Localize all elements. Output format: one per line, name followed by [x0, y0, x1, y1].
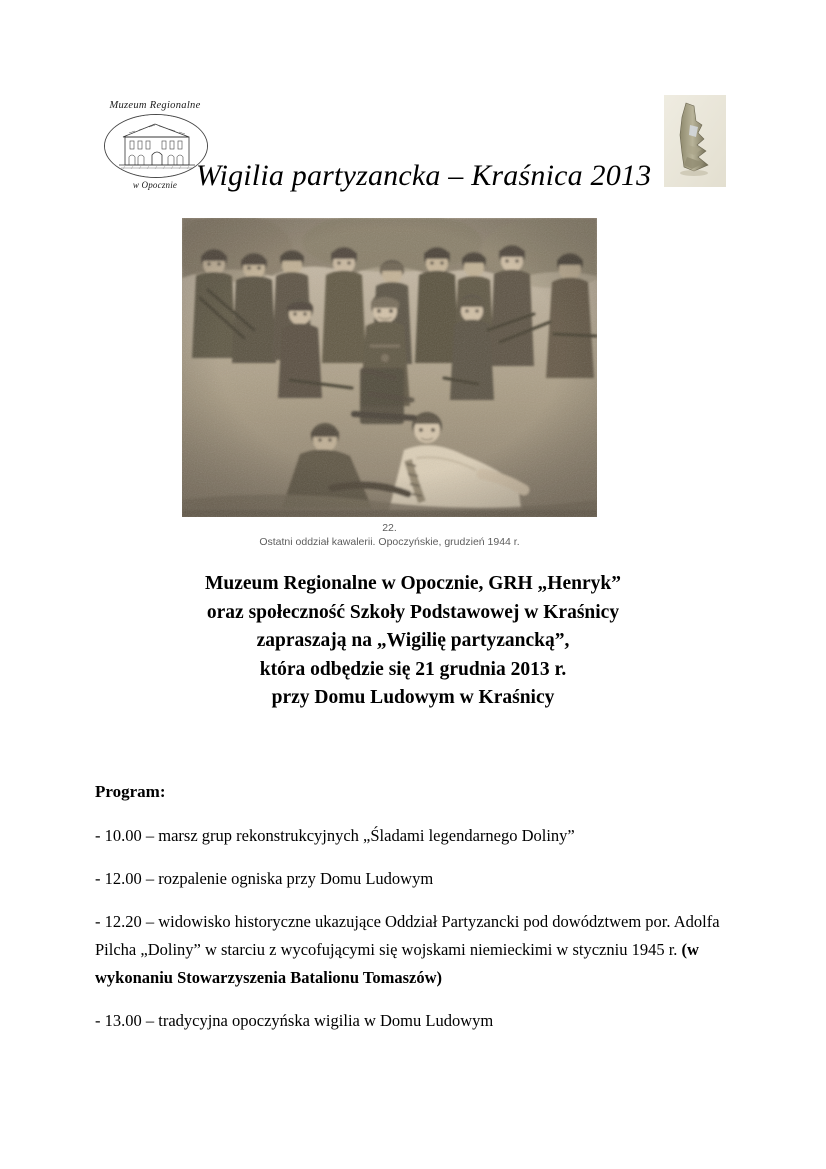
program-item-emphasis: (w wykonaniu Stowarzyszenia Batalionu Tomaszów) — [95, 940, 699, 987]
sepia-monument-photo — [664, 95, 726, 187]
program-item-text: - 12.20 – widowisko historyczne ukazujące Oddział Partyzancki pod dowództwem por. Adolfa Pilcha „Doliny” w starciu z wycofującymi się wojskami niemieckimi w styczniu 1945 r. — [95, 912, 720, 959]
invitation-line-3: zapraszają na „Wigilię partyzancką”, — [256, 630, 570, 651]
logo-bottom-label: w Opocznie — [132, 180, 178, 190]
program-item — [95, 908, 720, 992]
invitation-line-2: oraz społeczność Szkoły Podstawowej w Kraśnicy — [206, 601, 620, 623]
photo-caption — [182, 521, 597, 550]
invitation-block — [113, 570, 713, 713]
program-item — [95, 1007, 720, 1035]
program-item-text: - 13.00 – tradycyjna opoczyńska wigilia w Domu Ludowym — [95, 1011, 494, 1030]
program-heading: Program: — [95, 782, 166, 801]
logo-top-label: Muzeum Regionalne — [109, 100, 201, 111]
invitation-line-4: która odbędzie się 21 grudnia 2013 r. — [259, 658, 567, 680]
historical-partisan-group-photo — [182, 218, 597, 517]
page-title: Wigilia partyzancka – Kraśnica 2013 — [196, 159, 652, 192]
photo-frame — [182, 218, 597, 517]
invitation-line-1: Muzeum Regionalne w Opocznie, GRH „Henryk” — [205, 573, 621, 594]
caption-figure-number: 22. — [382, 522, 397, 534]
program-item — [95, 865, 720, 893]
caption-description: Ostatni oddział kawalerii. Opoczyńskie, grudzień 1944 r. — [259, 536, 520, 548]
invitation-line-5: przy Domu Ludowym w Kraśnicy — [271, 687, 555, 708]
program-item-text: - 12.00 – rozpalenie ogniska przy Domu Ludowym — [95, 869, 434, 888]
document-header — [0, 0, 826, 210]
program-section — [95, 780, 720, 1050]
program-item-text: - 10.00 – marsz grup rekonstrukcyjnych „Śladami legendarnego Doliny” — [95, 826, 575, 845]
program-item — [95, 822, 720, 850]
logo-building-illustration — [104, 114, 208, 178]
